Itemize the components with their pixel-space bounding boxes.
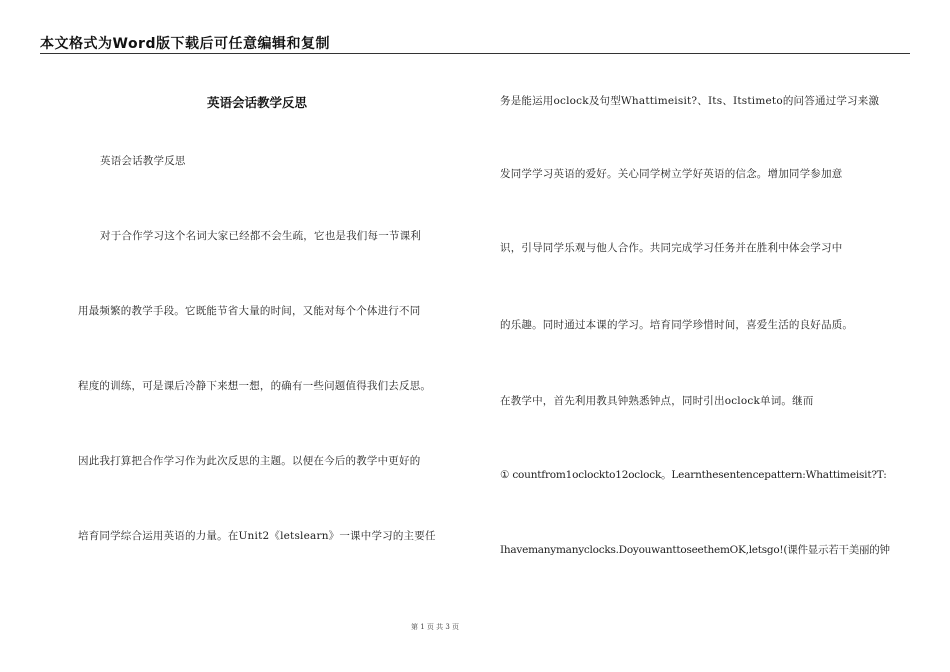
left-column-line: 培育同学综合运用英语的力量。在Unit2《letslearn》一课中学习的主要任 (78, 530, 436, 542)
page-number-footer: 第 1 页 共 3 页 (411, 623, 460, 631)
left-column-subtitle: 英语会话教学反思 (100, 155, 186, 167)
left-column-line: 因此我打算把合作学习作为此次反思的主题。以便在今后的教学中更好的 (78, 455, 421, 467)
right-column-line: 务是能运用oclock及句型Whattimeisit?、Its、Itstimeto的问答通过学习来激 (500, 95, 880, 107)
right-column-line: 的乐趣。同时通过本课的学习。培育同学珍惜时间，喜爱生活的良好品质。 (500, 319, 854, 331)
right-column-line: 在教学中，首先利用教具钟熟悉钟点，同时引出oclock单词。继而 (500, 395, 814, 407)
left-column-line: 程度的训练，可是课后冷静下来想一想，的确有一些问题值得我们去反思。 (78, 380, 432, 392)
banner-divider (40, 53, 910, 54)
right-column-line: 识，引导同学乐观与他人合作。共同完成学习任务并在胜利中体会学习中 (500, 242, 843, 254)
document-banner: 本文格式为Word版下载后可任意编辑和复制 (40, 36, 330, 52)
left-column-line: 用最频繁的教学手段。它既能节省大量的时间，又能对每个个体进行不同 (78, 305, 421, 317)
right-column-line: Ihavemanymanyclocks.DoyouwanttoseethemOK,letsgo!(课件显示若干美丽的钟 (500, 544, 890, 556)
right-column-line: ① countfrom1oclockto12oclock。Learnthesentencepattern:Whattimeisit?T: (500, 469, 887, 481)
document-title: 英语会话教学反思 (207, 95, 308, 110)
left-column-line: 对于合作学习这个名词大家已经都不会生疏，它也是我们每一节课利 (100, 230, 421, 242)
right-column-line: 发同学学习英语的爱好。关心同学树立学好英语的信念。增加同学参加意 (500, 168, 843, 180)
